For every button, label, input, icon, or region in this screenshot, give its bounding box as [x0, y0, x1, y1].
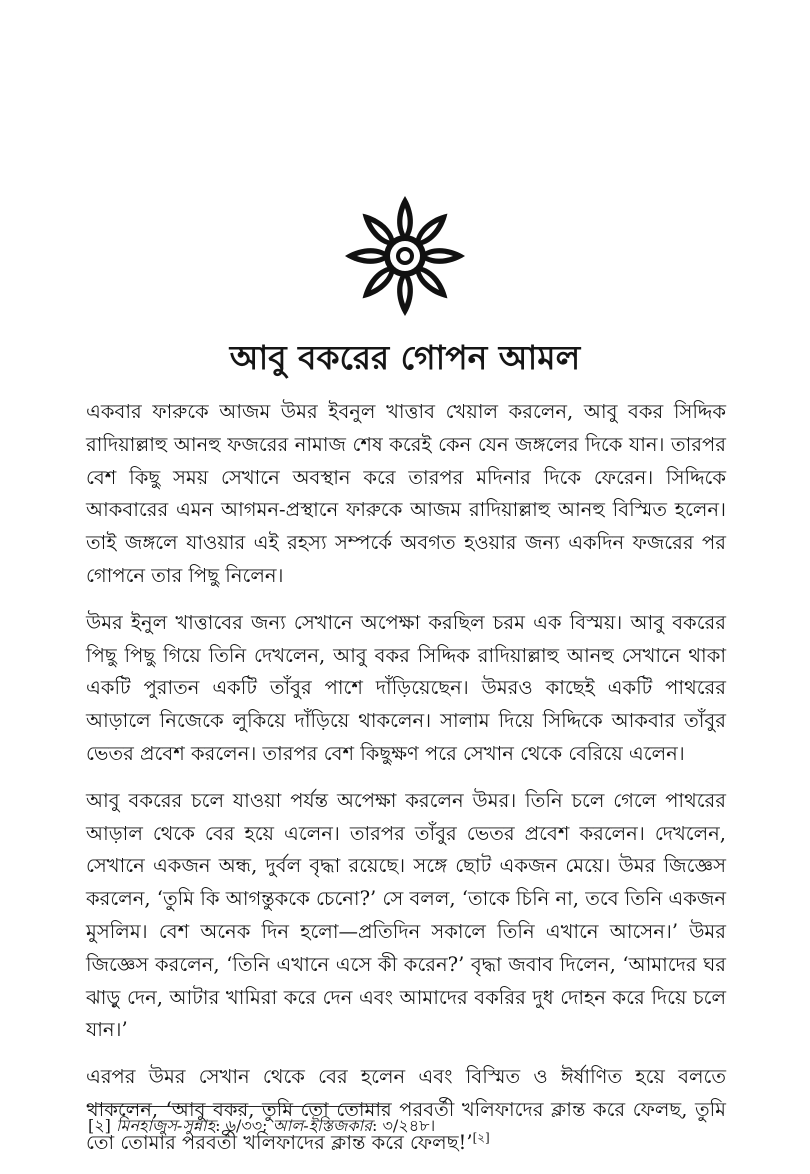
paragraph-1: একবার ফারুকে আজম উমর ইবনুল খাত্তাব খেয়াল করলেন, আবু বকর সিদ্দিক রাদিয়াল্লাহু আনহু ফজরের নামাজ শেষ করেই কেন যেন জঙ্গলের দিকে যান। তারপর বেশ কিছু সময় সেখানে অবস্থান করে তারপর মদিনার দিকে ফেরেন। সিদ্দিকে আকবারের এমন আগমন-প্রস্থানে ফারুকে আজম রাদিয়াল্লাহু আনহু বিস্মিত হলেন। তাই জঙ্গলে যাওয়ার এই রহস্য সম্পর্কে অবগত হওয়ার জন্য একদিন ফজরের পর গোপনে তার পিছু নিলেন।: [86, 400, 726, 587]
chapter-body: [86, 396, 726, 1174]
paragraph-4-text: এরপর উমর সেখান থেকে বের হলেন এবং বিস্মিত ও ঈর্ষাণিত হয়ে বলতে থাকলেন, ‘আবু বকর, তুমি তো তোমার পরবর্তী খলিফাদের ক্লান্ত করে ফেলছ, তুমি তো তোমার পরবর্তী খলিফাদের ক্লান্ত করে ফেলছ!’: [86, 1065, 726, 1154]
footnote-marker: [২]: [88, 1116, 111, 1135]
flower-ornament-icon: [341, 192, 469, 320]
footnote-source-2: আল-ইস্তিজকার: [272, 1116, 373, 1135]
footnote-source-1: মিনহাজুস-সুন্নাহ: [115, 1116, 216, 1135]
footnote-ref-1: : ৬/৩৩;: [215, 1116, 268, 1135]
footnote-ref-2: : ৩/২৪৮।: [372, 1116, 436, 1135]
paragraph-3: আবু বকরের চলে যাওয়া পর্যন্ত অপেক্ষা করলেন উমর। তিনি চলে গেলে পাথরের আড়াল থেকে বের হয়ে এলেন। তারপর তাঁবুর ভেতর প্রবেশ করলেন। দেখলেন, সেখানে একজন অন্ধ, দুর্বল বৃদ্ধা রয়েছে। সঙ্গে ছোট একজন মেয়ে। উমর জিজ্ঞেস করলেন, ‘তুমি কি আগন্তুককে চেনো?’ সে বলল, ‘তাকে চিনি না, তবে তিনি একজন মুসলিম। বেশ অনেক দিন হলো—প্রতিদিন সকালে তিনি এখানে আসেন।’ উমর জিজ্ঞেস করলেন, ‘তিনি এখানে এসে কী করেন?’ বৃদ্ধা জবাব দিলেন, ‘আমাদের ঘর ঝাড়ু দেন, আটার খামিরা করে দেন এবং আমাদের বকরির দুধ দোহন করে দিয়ে চলে যান।’: [86, 788, 726, 1042]
paragraph-2: উমর ইনুল খাত্তাবের জন্য সেখানে অপেক্ষা করছিল চরম এক বিস্ময়। আবু বকরের পিছু পিছু গিয়ে তিনি দেখলেন, আবু বকর সিদ্দিক রাদিয়াল্লাহু আনহু সেখানে থাকা একটি পুরাতন একটি তাঁবুর পাশে দাঁড়িয়েছেন। উমরও কাছেই একটি পাথরের আড়ালে নিজেকে লুকিয়ে দাঁড়িয়ে থাকলেন। সালাম দিয়ে সিদ্দিকে আকবার তাঁবুর ভেতর প্রবেশ করলেন। তারপর বেশ কিছুক্ষণ পরে সেখান থেকে বেরিয়ে এলেন।: [86, 610, 726, 765]
paragraph-4: [86, 1061, 726, 1159]
chapter-title: আবু বকরের গোপন আমল: [229, 338, 581, 377]
footnote-divider: [88, 1106, 388, 1107]
footnote: [88, 1114, 728, 1138]
footnote-reference[interactable]: [২]: [472, 1130, 490, 1145]
